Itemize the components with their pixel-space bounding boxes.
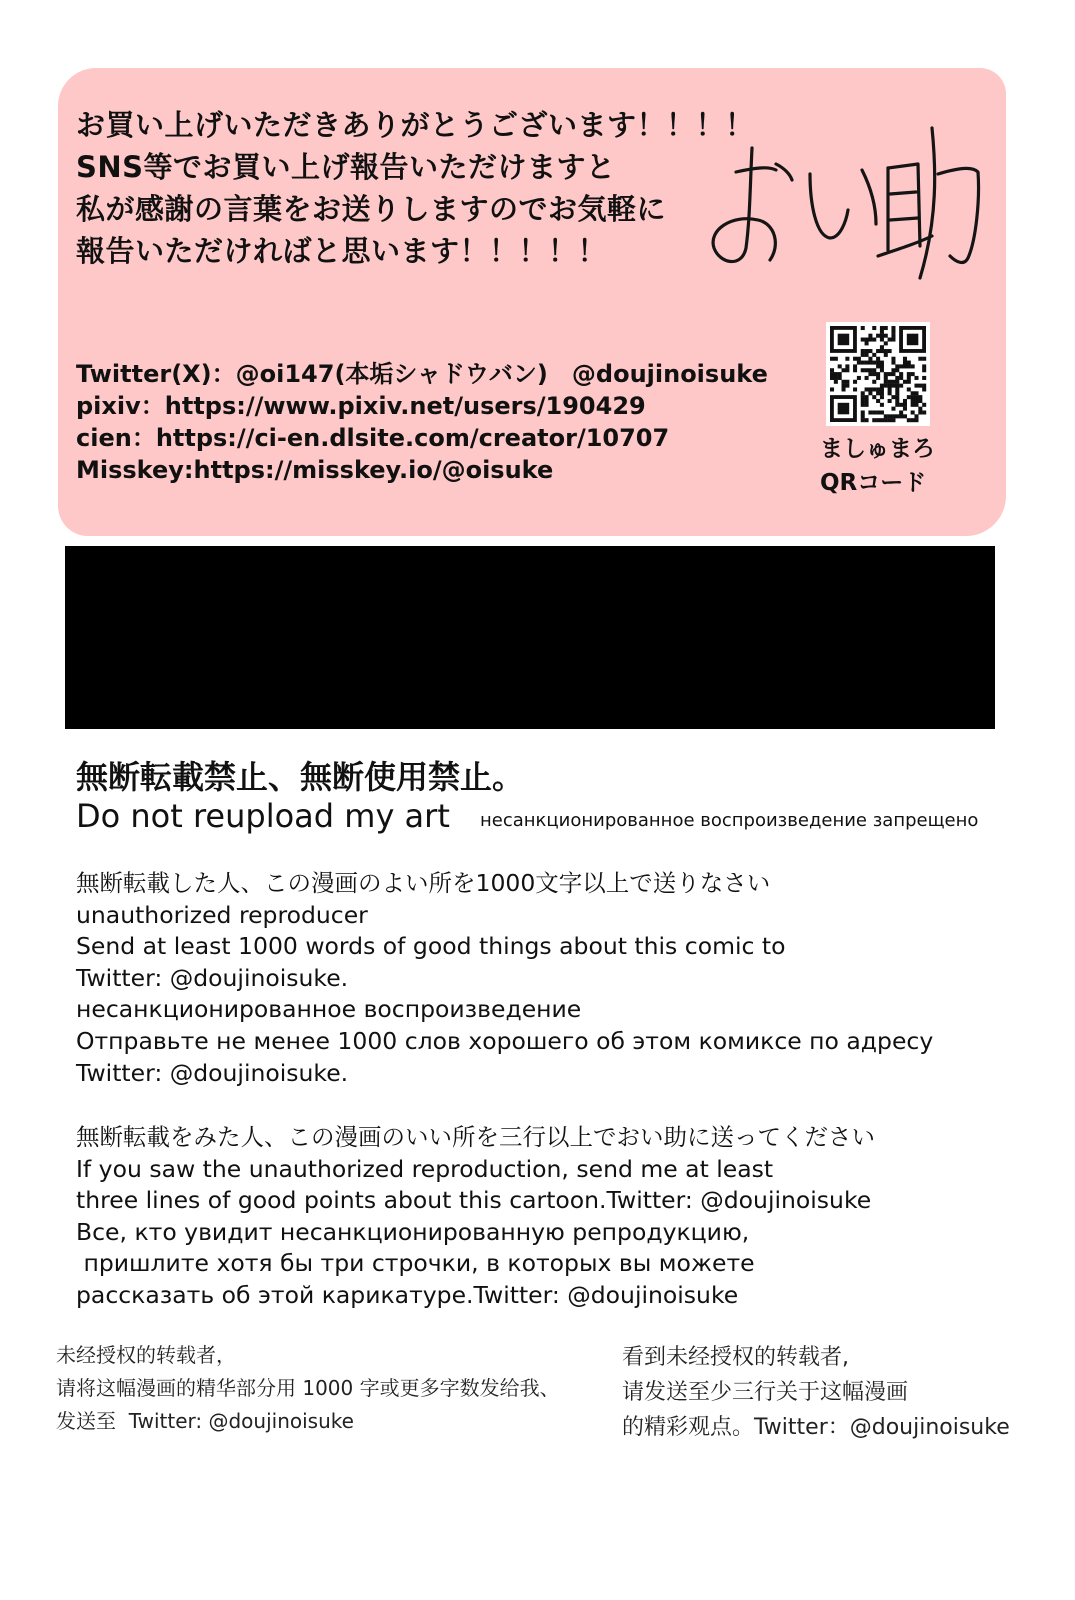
qr-code[interactable] — [826, 322, 930, 426]
message-line: 無断転載した人、この漫画のよい所を1000文字以上で送りなさい — [76, 869, 771, 897]
qr-caption-line: QRコード — [820, 470, 927, 496]
message-line: 请将这幅漫画的精华部分用 1000 字或更多字数发给我、 — [56, 1376, 560, 1400]
thanks-line: SNS等でお買い上げ報告いただけますと — [76, 150, 616, 184]
message-line: пришлите хотя бы три строчки, в которых вы можете — [76, 1249, 755, 1278]
thanks-line: お買い上げいただきありがとうございます！！！！ — [76, 108, 755, 142]
ban-notice-en: Do not reupload my art — [76, 797, 450, 835]
message-line: 看到未经授权的转载者, — [622, 1345, 849, 1370]
message-line: Send at least 1000 words of good things about this comic to — [76, 932, 786, 961]
message-line: If you saw the unauthorized reproduction, send me at least — [76, 1154, 774, 1183]
link-cien[interactable]: cien：https://ci-en.dlsite.com/creator/10707 — [76, 424, 670, 452]
message-line: 未经授权的转载者， — [56, 1343, 236, 1367]
signature-text — [706, 108, 707, 109]
link-pixiv[interactable]: pixiv：https://www.pixiv.net/users/190429 — [76, 392, 646, 420]
qr-caption — [820, 432, 960, 500]
message-line: несанкционированное воспроизведение — [76, 995, 582, 1024]
ban-notice-jp: 無断転載禁止、無断使用禁止。 — [76, 758, 525, 796]
link-twitter[interactable]: Twitter(X)：@oi147(本垢シャドウバン) @doujinoisuke — [76, 360, 768, 388]
censor-bar — [65, 546, 995, 729]
message-line: three lines of good points about this cartoon.Twitter: @doujinoisuke — [76, 1186, 872, 1215]
social-links — [76, 358, 768, 486]
message-line: рассказать об этой карикатуре.Twitter: @doujinoisuke — [76, 1280, 739, 1309]
message-line: unauthorized reproducer — [76, 900, 368, 929]
message-line: 無断転載をみた人、この漫画のいい所を三行以上でおい助に送ってください — [76, 1123, 875, 1151]
thanks-message — [76, 104, 755, 272]
viewer-message-zh — [622, 1340, 1010, 1445]
message-line: Все, кто увидит несанкционированную репродукцию, — [76, 1217, 750, 1246]
handwritten-signature — [706, 108, 996, 288]
message-line: 发送至 Twitter: @doujinoisuke — [56, 1409, 354, 1433]
thanks-line: 私が感謝の言葉をお送りしますのでお気軽に — [76, 192, 667, 226]
ban-notice-ru: несанкционированное воспроизведение запрещено — [480, 810, 979, 831]
qr-caption-line: ましゅまろ — [820, 436, 935, 462]
message-line: 的精彩观点。Twitter：@doujinoisuke — [622, 1415, 1010, 1440]
link-misskey[interactable]: Misskey:https://misskey.io/@oisuke — [76, 456, 554, 484]
reproducer-message — [76, 868, 933, 1089]
reproducer-message-zh — [56, 1339, 560, 1438]
message-line: 请发送至少三行关于这幅漫画 — [622, 1380, 909, 1405]
viewer-message — [76, 1122, 875, 1312]
message-line: Twitter: @doujinoisuke. — [76, 963, 349, 992]
thanks-line: 報告いただければと思います！！！！！ — [76, 234, 608, 268]
message-line: Отправьте не менее 1000 слов хорошего об этом комиксе по адресу — [76, 1026, 934, 1055]
message-line: Twitter: @doujinoisuke. — [76, 1058, 349, 1087]
